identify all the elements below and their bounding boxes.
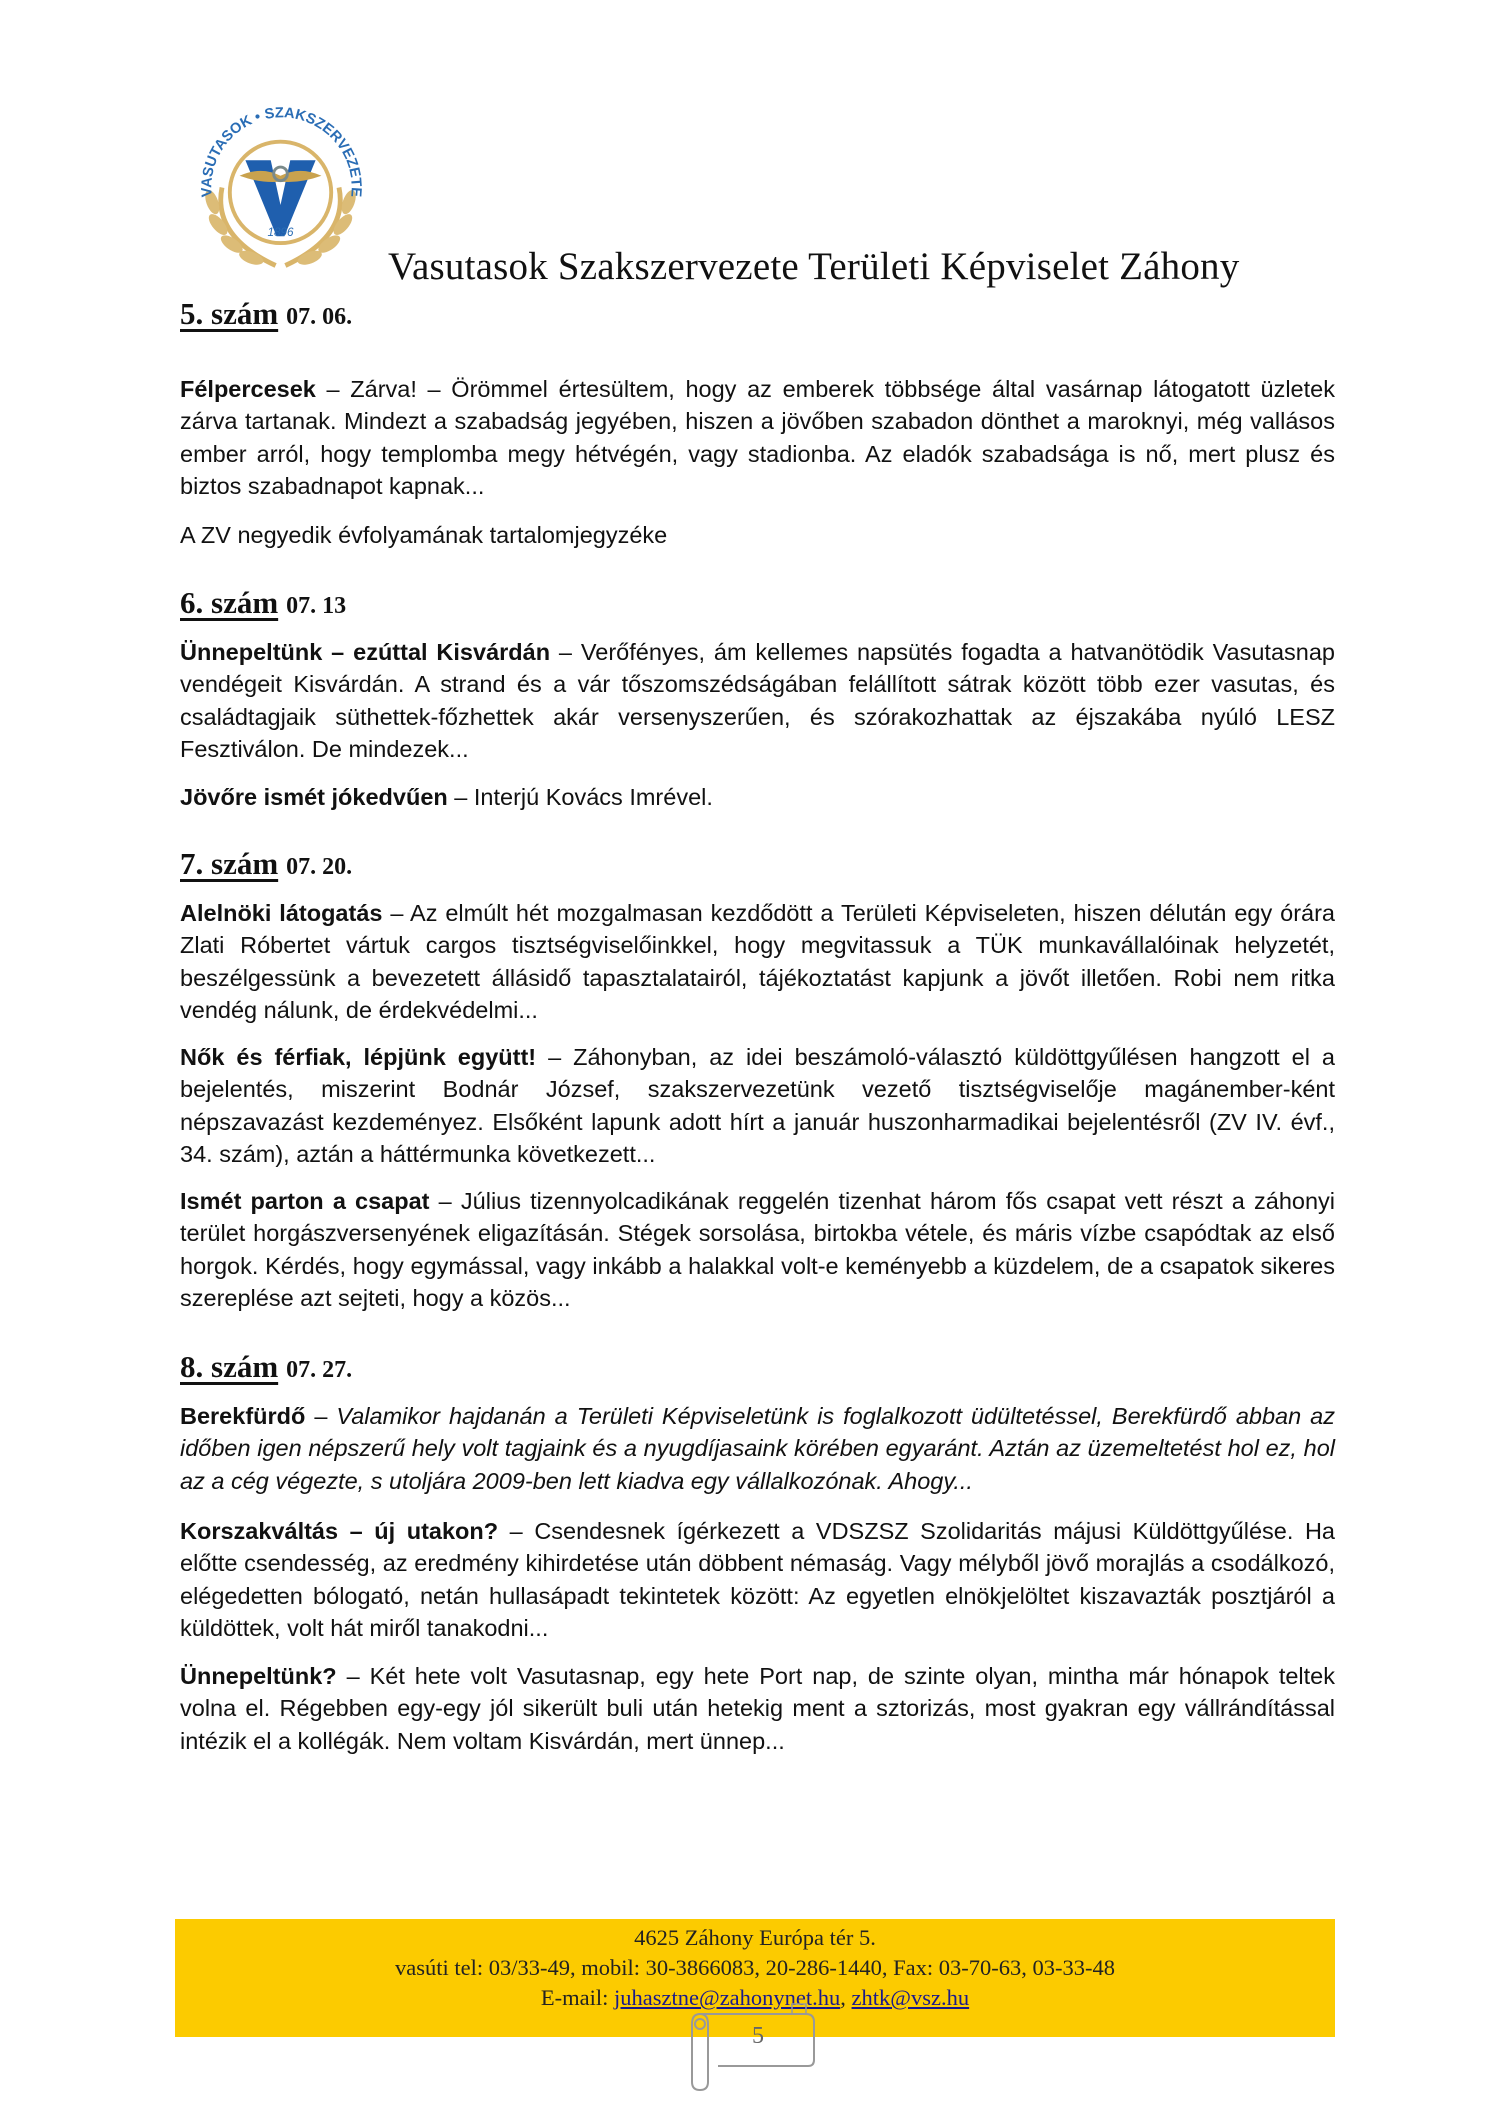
article: Korszakváltás – új utakon? – Csendesnek ígérkezett a VDSZSZ Szolidaritás májusi Küldöttgyűlése. Ha előtte csendesség, az eredmény kihirdetése után döbbent némaság. Vagy mélyből jövő morajlás a csodálkozó, elégedetten bólogató, netán hullasápadt tekintetek között: Az egyetlen elnökjelöltet kiszavazták posztjáról a küldöttek, volt hát miről tanakodni... xyxy=(180,1518,1335,1642)
article: Ismét parton a csapat – Július tizennyolcadikának reggelén tizenhat három fős csapat vett részt a záhonyi terület horgászversenyének eligazításán. Stégek sorsolása, birtokba vétele, és máris vízbe csapódtak az első horgok. Kérdés, hogy egymással, vagy inkább a halakkal volt-e keményebb a küzdelem, de a csapatok sikeres szereplése azt sejteti, hogy a közös... xyxy=(180,1188,1335,1312)
issue-date: 07. 20. xyxy=(286,854,353,880)
issue-heading xyxy=(180,585,346,621)
article-text: Valamikor hajdanán a Területi Képviseletünk is foglalkozott üdültetéssel, Berekfürdő abban az időben igen népszerű hely volt tagjaink és a nyugdíjasaink körében egyaránt. Aztán az üzemeltetést hol ez, hol az a cég végezte, s utoljára 2009-ben lett kiadva egy vállalkozónak. Ahogy... xyxy=(180,1403,1335,1494)
page-number: 5 xyxy=(752,2023,764,2049)
article-title: Jövőre ismét jókedvűen xyxy=(180,784,448,810)
article-text: Interjú Kovács Imrével. xyxy=(473,784,713,810)
union-logo xyxy=(183,90,378,285)
article: Ünnepeltünk – ezúttal Kisvárdán – Verőfényes, ám kellemes napsütés fogadta a hatvanötödik Vasutasnap vendégeit Kisvárdán. A strand és a vár tőszomszédságában felállított sátrak között több ezer vasutas, és családtagjaik süthettek-főzhettek akár versenyszerűen, és szórakozhattak az éjszakába nyúló LESZ Fesztiválon. De mindezek... xyxy=(180,639,1335,763)
article-title: Korszakváltás – új utakon? xyxy=(180,1518,499,1544)
article-title: Alelnöki látogatás xyxy=(180,900,383,926)
article-text: Záhonyban, az idei beszámoló-választó küldöttgyűlésen hangzott el a bejelentés, miszerint Bodnár József, szakszervezetünk vezető tisztségviselője magánember-ként népszavazást kezdeményez. Elsőként lapunk adott hírt a január huszonharmadikai bejelentésről (ZV IV. évf., 34. szám), aztán a háttérmunka következett... xyxy=(180,1044,1335,1168)
article-title: Ünnepeltünk? xyxy=(180,1663,337,1689)
issue-number: 7. szám xyxy=(180,846,279,881)
article-title: Ünnepeltünk – ezúttal Kisvárdán xyxy=(180,639,551,665)
article-text: A ZV negyedik évfolyamának tartalomjegyzéke xyxy=(180,522,668,548)
footer-email-line: E-mail: juhasztne@zahonynet.hu, zhtk@vsz.hu xyxy=(540,1985,970,2010)
issue-date: 07. 06. xyxy=(286,304,353,330)
issue-number: 5. szám xyxy=(180,296,279,331)
article: Ünnepeltünk? – Két hete volt Vasutasnap, egy hete Port nap, de szinte olyan, mintha már hónapok teltek volna el. Régebben egy-egy jól sikerült buli után hetekig ment a sztorizás, most gyakran egy vállrándítással intézik el a kollégák. Nem voltam Kisvárdán, mert ünnep... xyxy=(180,1663,1335,1754)
issue-heading xyxy=(180,296,352,332)
article-title: Nők és férfiak, lépjünk együtt! xyxy=(180,1044,537,1070)
article-text: Verőfényes, ám kellemes napsütés fogadta a hatvanötödik Vasutasnap vendégeit Kisvárdán. A strand és a vár tőszomszédságában felállított sátrak között több ezer vasutas, és családtagjaik süthettek-főzhettek akár versenyszerűen, és szórakozhattak az éjszakába nyúló LESZ Fesztiválon. De mindezek... xyxy=(180,639,1335,763)
issue-number: 8. szám xyxy=(180,1349,279,1384)
page-header-title: Vasutasok Szakszervezete Területi Képviselet Záhony xyxy=(388,245,1240,288)
logo-year: 1896 xyxy=(267,226,294,240)
issue-number: 6. szám xyxy=(180,585,279,620)
article-title: Ismét parton a csapat xyxy=(180,1188,430,1214)
logo-arc-text: VASUTASOK • SZAKSZERVEZETE xyxy=(199,105,364,198)
article: Jövőre ismét jókedvűen – Interjú Kovács Imrével. xyxy=(180,784,713,810)
issue-heading xyxy=(180,846,352,882)
article xyxy=(180,519,1335,551)
article-text: Zárva! – Örömmel értesültem, hogy az emberek többsége által vasárnap látogatott üzletek zárva tartanak. Mindezt a szabadság jegyében, hiszen a jövőben szabadon dönthet a maroknyi, még vallásos ember arról, hogy templomba megy hétvégén, vagy stadionba. Az eladók szabadsága is nő, mert plusz és biztos szabadnapot kapnak... xyxy=(180,376,1335,500)
issue-date: 07. 13 xyxy=(286,593,347,619)
article-text: Július tizennyolcadikának reggelén tizenhat három fős csapat vett részt a záhonyi terület horgászversenyének eligazításán. Stégek sorsolása, birtokba vétele, és máris vízbe csapódtak az első horgok. Kérdés, hogy egymással, vagy inkább a halakkal volt-e keményebb a küzdelem, de a csapatok sikeres szereplése azt sejteti, hogy a közös... xyxy=(180,1188,1335,1312)
article-text: Csendesnek ígérkezett a VDSZSZ Szolidaritás májusi Küldöttgyűlése. Ha előtte csendesség, az eredmény kihirdetése után döbbent némaság. Vagy mélyből jövő morajlás a csodálkozó, elégedetten bólogató, netán hullasápadt tekintetek között: Az egyetlen elnökjelöltet kiszavazták posztjáról a küldöttek, volt hát miről tanakodni... xyxy=(180,1518,1335,1642)
email-link-2[interactable]: zhtk@vsz.hu xyxy=(851,1985,970,2010)
article: Félpercesek – Zárva! – Örömmel értesültem, hogy az emberek többsége által vasárnap látogatott üzletek zárva tartanak. Mindezt a szabadság jegyében, hiszen a jövőben szabadon dönthet a maroknyi, még vallásos ember arról, hogy templomba megy hétvégén, vagy stadionba. Az eladók szabadsága is nő, mert plusz és biztos szabadnapot kapnak... xyxy=(180,376,1335,500)
article: Alelnöki látogatás – Az elmúlt hét mozgalmasan kezdődött a Területi Képviseleten, hiszen délután egy órára Zlati Róbertet vártuk cargos tisztségviselőinkkel, hogy megvitassuk a TÜK munkavállalóinak helyzetét, beszélgessünk a bevezetett állásidő tapasztalatairól, tájékoztatást kapjunk a jövőt illetően. Robi nem ritka vendég nálunk, de érdekvédelmi... xyxy=(180,900,1335,1024)
article-text: Két hete volt Vasutasnap, egy hete Port nap, de szinte olyan, mintha már hónapok teltek volna el. Régebben egy-egy jól sikerült buli után hetekig ment a sztorizás, most gyakran egy vállrándítással intézik el a kollégák. Nem voltam Kisvárdán, mert ünnep... xyxy=(180,1663,1335,1754)
email-link-1[interactable]: juhasztne@zahonynet.hu xyxy=(614,1985,841,2010)
issue-heading xyxy=(180,1349,352,1385)
article-title: Berekfürdő xyxy=(180,1403,306,1429)
footer-phones: vasúti tel: 03/33-49, mobil: 30-3866083, 20-286-1440, Fax: 03-70-63, 03-33-48 xyxy=(395,1955,1115,1980)
article: Nők és férfiak, lépjünk együtt! – Záhonyban, az idei beszámoló-választó küldöttgyűlésen hangzott el a bejelentés, miszerint Bodnár József, szakszervezetünk vezető tisztségviselője magánember-ként népszavazást kezdeményez. Elsőként lapunk adott hírt a január huszonharmadikai bejelentésről (ZV IV. évf., 34. szám), aztán a háttérmunka következett... xyxy=(180,1044,1335,1168)
article-title: Félpercesek xyxy=(180,376,316,402)
article-text: Az elmúlt hét mozgalmasan kezdődött a Területi Képviseleten, hiszen délután egy órára Zlati Róbertet vártuk cargos tisztségviselőinkkel, hogy megvitassuk a TÜK munkavállalóinak helyzetét, beszélgessünk a bevezetett állásidő tapasztalatairól, tájékoztatást kapjunk a jövőt illetően. Robi nem ritka vendég nálunk, de érdekvédelmi... xyxy=(180,900,1335,1024)
issue-date: 07. 27. xyxy=(286,1357,353,1383)
article: Berekfürdő – Valamikor hajdanán a Területi Képviseletünk is foglalkozott üdültetéssel, Berekfürdő abban az időben igen népszerű hely volt tagjaink és a nyugdíjasaink körében egyaránt. Aztán az üzemeltetést hol ez, hol az a cég végezte, s utoljára 2009-ben lett kiadva egy vállalkozónak. Ahogy... xyxy=(180,1403,1335,1494)
footer-address: 4625 Záhony Európa tér 5. xyxy=(634,1925,876,1950)
